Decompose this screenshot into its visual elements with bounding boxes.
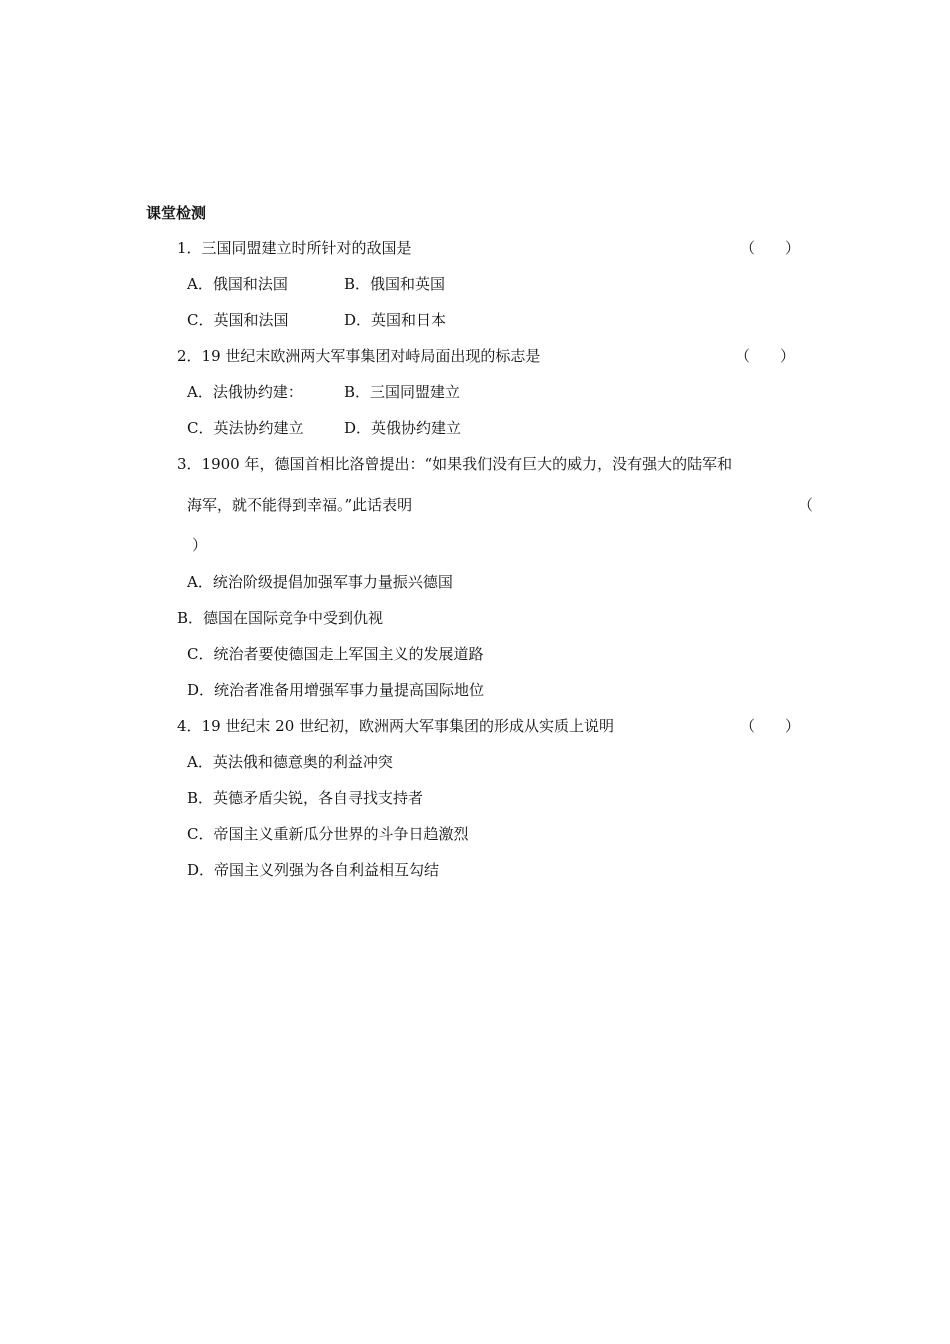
question-2-option-c: C．英法协约建立 [187, 419, 304, 437]
question-4-option-b: B．英德矛盾尖锐，各自寻找支持者 [187, 789, 424, 807]
question-3-answer-blank-open: （ [798, 496, 814, 514]
section-title: 课堂检测 [146, 204, 207, 222]
question-2-stem: 2．19 世纪末欧洲两大军事集团对峙局面出现的标志是 [177, 347, 541, 365]
question-3-stem-line-2: 海军，就不能得到幸福。”此话表明 [187, 496, 413, 514]
question-4-stem: 4．19 世纪末 20 世纪初，欧洲两大军事集团的形成从实质上说明 [177, 717, 615, 735]
question-4-answer-blank: （ ） [740, 717, 801, 735]
question-3-option-c: C．统治者要使德国走上军国主义的发展道路 [187, 645, 484, 663]
question-2-answer-blank: （ ） [735, 347, 796, 365]
question-1-stem: 1．三国同盟建立时所针对的敌国是 [177, 239, 412, 257]
question-1-option-b: B．俄国和英国 [344, 275, 446, 293]
question-1-option-c: C．英国和法国 [187, 311, 289, 329]
question-3-stem-line-1: 3．1900 年，德国首相比洛曾提出：“如果我们没有巨大的威力，没有强大的陆军和 [177, 455, 733, 473]
question-2-option-b: B．三国同盟建立 [344, 383, 461, 401]
question-4-option-a: A．英法俄和德意奥的利益冲突 [187, 753, 393, 771]
question-3-answer-blank-close: ） [192, 536, 208, 554]
question-3-option-b: B．德国在国际竞争中受到仇视 [177, 609, 384, 627]
question-1-option-d: D．英国和日本 [344, 311, 447, 329]
question-3-option-d: D．统治者准备用增强军事力量提高国际地位 [187, 681, 485, 699]
question-3-option-a: A．统治阶级提倡加强军事力量振兴德国 [187, 573, 453, 591]
question-1-option-a: A．俄国和法国 [187, 275, 288, 293]
question-2-option-a: A．法俄协约建： [187, 383, 303, 401]
question-4-option-c: C．帝国主义重新瓜分世界的斗争日趋激烈 [187, 825, 469, 843]
question-4-option-d: D．帝国主义列强为各自利益相互勾结 [187, 861, 440, 879]
question-2-option-d: D．英俄协约建立 [344, 419, 462, 437]
question-1-answer-blank: （ ） [740, 239, 801, 257]
